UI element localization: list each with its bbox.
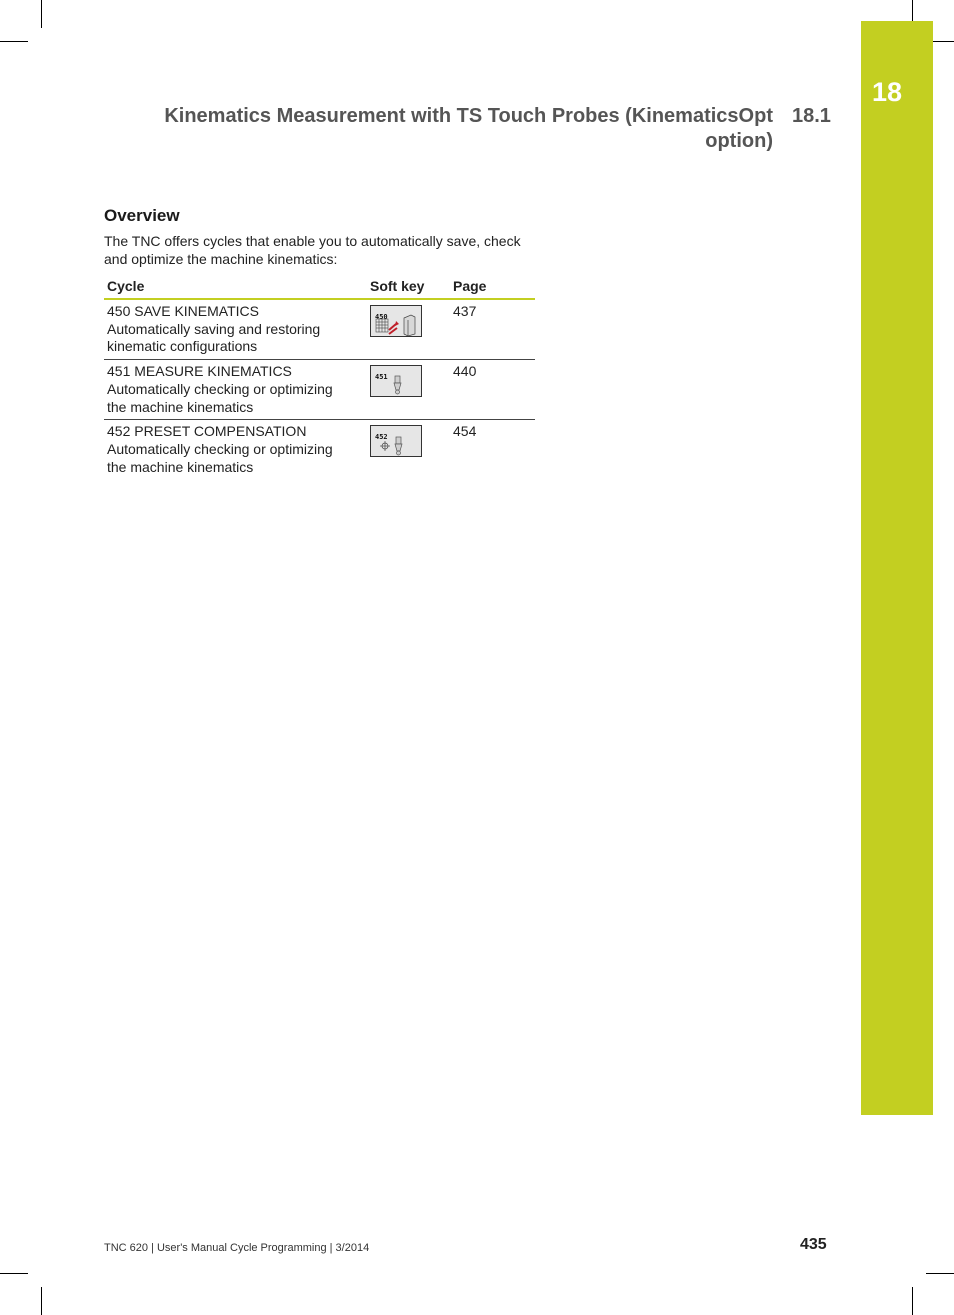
page-reference: 440 [450, 360, 535, 420]
chapter-tab [861, 21, 933, 1115]
table-row [104, 299, 535, 360]
softkey-label: 450 [375, 313, 388, 321]
cycle-name: 450 SAVE KINEMATICS [107, 303, 259, 319]
crop-mark [926, 1273, 954, 1274]
cycle-name: 451 MEASURE KINEMATICS [107, 363, 292, 380]
page-number: 435 [800, 1236, 827, 1253]
save-kinematics-icon [371, 306, 423, 338]
crop-mark [912, 1287, 913, 1315]
cycle-description: Automatically checking or optimizing [107, 380, 333, 397]
softkey-cell [367, 299, 450, 360]
section-heading: Overview [104, 206, 180, 225]
table-row [104, 360, 535, 420]
column-header-cycle: Cycle [104, 274, 367, 299]
column-header-page: Page [450, 274, 535, 299]
cycle-cell [104, 360, 367, 420]
softkey-cell [367, 360, 450, 420]
cycle-description: kinematic configurations [107, 338, 258, 355]
cycle-cell [104, 299, 367, 360]
touch-probe-icon [371, 366, 423, 398]
softkey-451[interactable] [370, 365, 422, 397]
cycle-description: Automatically saving and restoring [107, 320, 321, 337]
softkey-450[interactable] [370, 305, 422, 337]
crop-mark [41, 1287, 42, 1315]
softkey-label: 452 [375, 433, 388, 442]
cycle-name: 452 PRESET COMPENSATION [107, 423, 307, 440]
chapter-title-line2: option) [705, 130, 773, 152]
cycle-description: Automatically checking or optimizing [107, 440, 333, 457]
cycle-overview-table [104, 274, 535, 479]
cycle-description: the machine kinematics [107, 398, 254, 415]
footer-text: TNC 620 | User's Manual Cycle Programming | 3/2014 [104, 1242, 370, 1254]
crop-mark [0, 1273, 28, 1274]
page-reference: 454 [453, 423, 477, 440]
intro-paragraph: The TNC offers cycles that enable you to automatically save, check and optimize the machine kinematics: [104, 233, 521, 267]
table-header-row [104, 274, 535, 299]
chapter-number: 18 [871, 77, 903, 107]
page-reference: 437 [450, 299, 535, 360]
section-number: 18.1 [792, 105, 831, 127]
cycle-cell [104, 420, 367, 480]
crop-mark [41, 0, 42, 28]
softkey-452[interactable] [370, 425, 422, 457]
chapter-title [73, 104, 773, 154]
cycle-description: the machine kinematics [107, 458, 254, 475]
table-row [104, 420, 535, 480]
chapter-title-line1: Kinematics Measurement with TS Touch Probes (KinematicsOpt [164, 105, 773, 127]
softkey-cell [367, 420, 450, 480]
softkey-label: 451 [375, 373, 388, 382]
crop-mark [0, 41, 28, 42]
column-header-softkey: Soft key [367, 274, 450, 299]
preset-probe-icon [371, 426, 423, 458]
